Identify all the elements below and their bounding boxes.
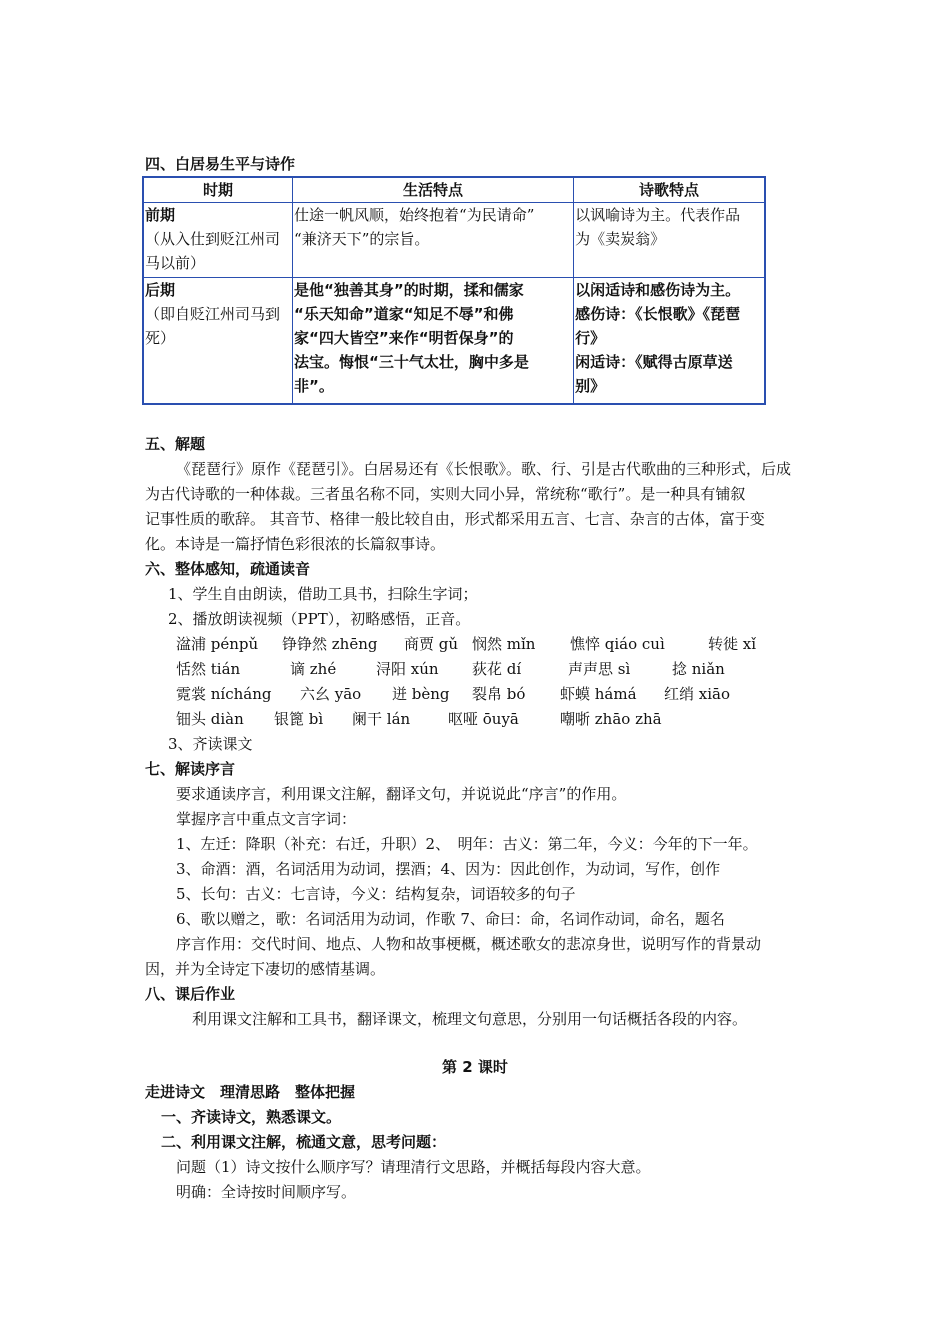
period-cell xyxy=(143,278,293,404)
section-heading-4: 四、白居易生平与诗作 xyxy=(145,155,296,173)
cell-line: 为《卖炭翁》 xyxy=(575,230,666,248)
cell-line: 法宝。悔恨“三十气太壮，胸中多是 xyxy=(294,353,529,371)
paragraph-line: 6、歌以赠之，歌：名词活用为动词，作歌 7、命曰：命，名词作动词，命名，题名 xyxy=(176,910,725,928)
question-line: 问题（1）诗文按什么顺序写？请理清行文思路，并概括每段内容大意。 xyxy=(176,1158,651,1176)
pinyin-entry: 转徙 xǐ xyxy=(708,635,757,653)
table-row xyxy=(143,278,765,404)
paragraph-line: 掌握序言中重点文言字词： xyxy=(176,810,357,828)
table-header-row xyxy=(143,177,765,203)
lesson-item: 一、齐读诗文，熟悉课文。 xyxy=(161,1108,342,1126)
pinyin-entry: 霓裳 nícháng xyxy=(176,685,272,703)
poetry-cell xyxy=(574,203,765,278)
pinyin-entry: 荻花 dí xyxy=(472,660,522,678)
period-label: 前期 xyxy=(145,206,176,224)
paragraph-line: 3、命酒：酒，名词活用为动词，摆酒；4、因为：因此创作，为动词，写作，创作 xyxy=(176,860,721,878)
cell-line: 是他“独善其身”的时期，揉和儒家 xyxy=(294,281,524,299)
period-range: 马以前） xyxy=(145,254,206,272)
paragraph-line: 要求通读序言，利用课文注解，翻译文句，并说说此“序言”的作用。 xyxy=(176,785,627,803)
answer-line: 明确：全诗按时间顺序写。 xyxy=(176,1183,357,1201)
section-heading-7: 七、解读序言 xyxy=(145,760,236,778)
pinyin-entry: 阑干 lán xyxy=(352,710,411,728)
pinyin-entry: 虾蟆 hámá xyxy=(560,685,637,703)
cell-line: 闲适诗：《赋得古原草送 xyxy=(575,353,733,371)
table-header-cell: 时期 xyxy=(143,177,293,203)
cell-line: 以讽喻诗为主。代表作品 xyxy=(575,206,741,224)
pinyin-entry: 裂帛 bó xyxy=(472,685,526,703)
table-row xyxy=(143,203,765,278)
pinyin-entry: 商贾 gǔ xyxy=(404,635,459,653)
lesson-item: 二、利用课文注解，梳通文意，思考问题： xyxy=(161,1133,447,1151)
pinyin-entry: 嘲哳 zhāo zhā xyxy=(560,710,662,728)
cell-line: 非”。 xyxy=(294,377,334,395)
cell-line: “兼济天下”的宗旨。 xyxy=(294,230,430,248)
pinyin-entry: 红绡 xiāo xyxy=(664,685,730,703)
pinyin-entry: 钿头 diàn xyxy=(176,710,244,728)
section-heading-6: 六、整体感知，疏通读音 xyxy=(145,560,311,578)
pinyin-entry: 六幺 yāo xyxy=(300,685,362,703)
table-header-cell: 生活特点 xyxy=(293,177,574,203)
paragraph-line: 5、长句：古义：七言诗，今义：结构复杂，词语较多的句子 xyxy=(176,885,576,903)
paragraph-line: 因，并为全诗定下凄切的感情基调。 xyxy=(145,960,386,978)
period-range: （从入仕到贬江州司 xyxy=(145,230,281,248)
life-cell xyxy=(293,278,574,404)
paragraph-line: 《琵琶行》原作《琵琶引》。白居易还有《长恨歌》。歌、行、引是古代歌曲的三种形式，后成 xyxy=(176,460,792,478)
paragraph-line: 1、左迁：降职（补充：右迁，升职）2、 明年：古义：第二年，今义：今年的下一年。 xyxy=(176,835,758,853)
period-range: （即自贬江州司马到 xyxy=(145,305,281,323)
pinyin-entry: 银篦 bì xyxy=(274,710,324,728)
cell-line: 仕途一帆风顺，始终抱着“为民请命” xyxy=(294,206,535,224)
cell-line: “乐天知命”道家“知足不辱”和佛 xyxy=(294,305,514,323)
life-cell xyxy=(293,203,574,278)
pinyin-entry: 谪 zhé xyxy=(290,660,337,678)
pinyin-entry: 悯然 mǐn xyxy=(472,635,536,653)
period-range: 死） xyxy=(145,329,176,347)
pinyin-entry: 铮铮然 zhēng xyxy=(282,635,378,653)
cell-line: 感伤诗：《长恨歌》《琵琶 xyxy=(575,305,741,323)
pinyin-entry: 浔阳 xún xyxy=(376,660,439,678)
period-label: 后期 xyxy=(145,281,176,299)
paragraph-line: 化。本诗是一篇抒情色彩很浓的长篇叙事诗。 xyxy=(145,535,446,553)
lesson-title: 第 2 课时 xyxy=(442,1058,508,1076)
pinyin-entry: 迸 bèng xyxy=(392,685,450,703)
paragraph-line: 利用课文注解和工具书，翻译课文，梳理文句意思，分别用一句话概括各段的内容。 xyxy=(192,1010,748,1028)
list-item: 3、齐读课文 xyxy=(168,735,253,753)
lesson-subtitle: 走进诗文 理清思路 整体把握 xyxy=(145,1083,356,1101)
poetry-cell xyxy=(574,278,765,404)
paragraph-line: 序言作用：交代时间、地点、人物和故事梗概，概述歌女的悲凉身世，说明写作的背景动 xyxy=(176,935,762,953)
cell-line: 家“四大皆空”来作“明哲保身”的 xyxy=(294,329,514,347)
pinyin-entry: 憔悴 qiáo cuì xyxy=(570,635,665,653)
pinyin-entry: 恬然 tián xyxy=(176,660,241,678)
cell-line: 以闲适诗和感伤诗为主。 xyxy=(575,281,741,299)
cell-line: 行》 xyxy=(575,329,606,347)
life-table xyxy=(142,176,766,405)
list-item: 2、播放朗读视频（PPT），初略感悟，正音。 xyxy=(168,610,471,628)
pinyin-entry: 湓浦 pénpǔ xyxy=(176,635,259,653)
section-heading-8: 八、课后作业 xyxy=(145,985,236,1003)
pinyin-entry: 呕哑 ōuyā xyxy=(448,710,519,728)
section-heading-5: 五、解题 xyxy=(145,435,206,453)
table-header-cell: 诗歌特点 xyxy=(574,177,765,203)
period-cell xyxy=(143,203,293,278)
paragraph-line: 为古代诗歌的一种体裁。三者虽名称不同，实则大同小异，常统称“歌行”。是一种具有铺叙 xyxy=(145,485,746,503)
list-item: 1、学生自由朗读，借助工具书，扫除生字词； xyxy=(168,585,478,603)
paragraph-line: 记事性质的歌辞。 其音节、格律一般比较自由，形式都采用五言、七言、杂言的古体，富于变 xyxy=(145,510,765,528)
cell-line: 别》 xyxy=(575,377,606,395)
pinyin-entry: 声声思 sì xyxy=(568,660,631,678)
pinyin-entry: 捻 niǎn xyxy=(672,660,725,678)
